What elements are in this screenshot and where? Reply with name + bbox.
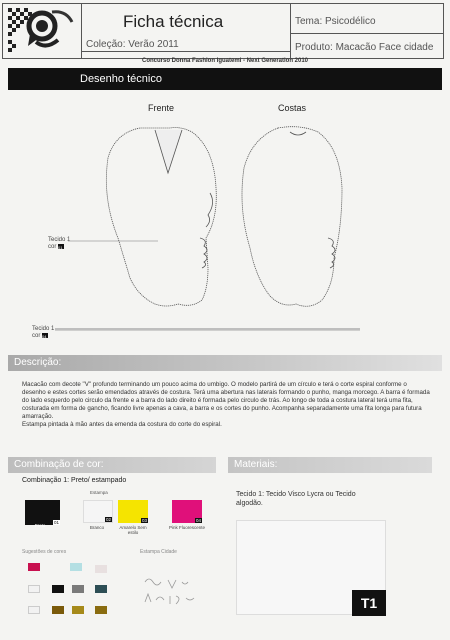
suggestion-swatch: [70, 563, 82, 571]
brand-logo: [6, 6, 76, 56]
header-divider: [82, 51, 290, 52]
suggestion-swatch: [28, 563, 40, 571]
header-divider: [290, 33, 444, 34]
color-chip-amarelo: 03: [118, 500, 148, 523]
description-text: Macacão com decote "V" profundo terminando um pouco acima do umbigo. O modelo partirá de um círculo e terá o corte espiral conforme o desenho e estes cortes serão emendados através de costura. Terá uma abertura nas laterais formando o punho, manga morcego. A barra é formada do lado esquerdo pelo circulo da frente e a barra do lado direito é formada pelo circulo de trás. Ao longo de toda a costura lateral terá uma fita, costurada em forma de gancho, ficando livre apenas a cava, a barra e os cortes do punho. Acompanha separadamente uma fita longa para futura amarração. Estampa pintada à mão antes da emenda da costura do corte do espiral.: [22, 381, 430, 428]
city-print-sketch: [140, 570, 200, 615]
suggestion-swatch: [28, 606, 40, 614]
color-code-badge: 01: [58, 245, 63, 250]
print-label: Estampa: [90, 490, 108, 495]
back-garment-drawing: [230, 118, 360, 318]
collection-label: Coleção: Verão 2011: [86, 39, 179, 50]
header-box: [2, 3, 444, 59]
front-garment-drawing: [100, 118, 230, 318]
color-chip-label: Branco: [89, 525, 105, 530]
city-print-label: Estampa Cidade: [140, 549, 177, 555]
callout-line: [68, 238, 158, 244]
section-title: Desenho técnico: [80, 73, 162, 85]
section-title: Combinação de cor:: [14, 459, 104, 470]
strap-drawing: [55, 326, 365, 332]
back-label: Costas: [278, 103, 307, 113]
color-chip-label: Amarelo Sem estilo: [119, 525, 147, 535]
combination-label: Combinação 1: Preto/ estampado: [22, 477, 127, 484]
suggestion-swatch: [72, 606, 84, 614]
suggestion-swatch: [95, 606, 107, 614]
suggestion-swatch: [52, 606, 64, 614]
product-label: Produto: Macacão Face cidade: [295, 42, 434, 53]
fabric-badge: T1: [352, 590, 386, 616]
section-bar-materials: [228, 457, 432, 473]
materials-text: Tecido 1: Tecido Visco Lycra ou Tecido algodão.: [236, 491, 356, 507]
theme-label: Tema: Psicodélico: [295, 16, 376, 27]
section-bar-color-combination: [8, 457, 216, 473]
color-code-badge: 04: [42, 334, 47, 339]
suggestion-swatch: [72, 585, 84, 593]
section-title: Descrição:: [14, 357, 62, 368]
suggestion-swatch: [28, 585, 40, 593]
color-chip-pink: 04: [172, 500, 202, 523]
suggestion-swatch: [52, 585, 64, 593]
suggestion-swatch: [95, 585, 107, 593]
section-title: Materiais:: [234, 459, 278, 470]
fabric-callout-front: Tecido 1 cor 01: [48, 237, 71, 251]
section-bar-description: [8, 355, 442, 371]
header-divider: [81, 4, 82, 58]
section-bar-drawing: [8, 68, 442, 90]
color-suggestions-label: Sugestões de cores: [22, 549, 67, 555]
header-divider: [290, 4, 291, 58]
color-chip-label: Preto: [34, 523, 46, 528]
page-title: Ficha técnica: [123, 12, 224, 31]
color-chip-label: Pink Fluorescente: [168, 525, 206, 530]
suggestion-swatch: [95, 565, 107, 573]
contest-caption: Concurso Donna Fashion Iguatemi - Next Generation 2010: [141, 58, 309, 64]
front-label: Frente: [148, 103, 175, 113]
fabric-callout-strap: Tecido 1 cor 04: [32, 326, 55, 340]
color-chip-preto: 01: [25, 500, 60, 525]
color-chip-branco: 02: [83, 500, 113, 523]
